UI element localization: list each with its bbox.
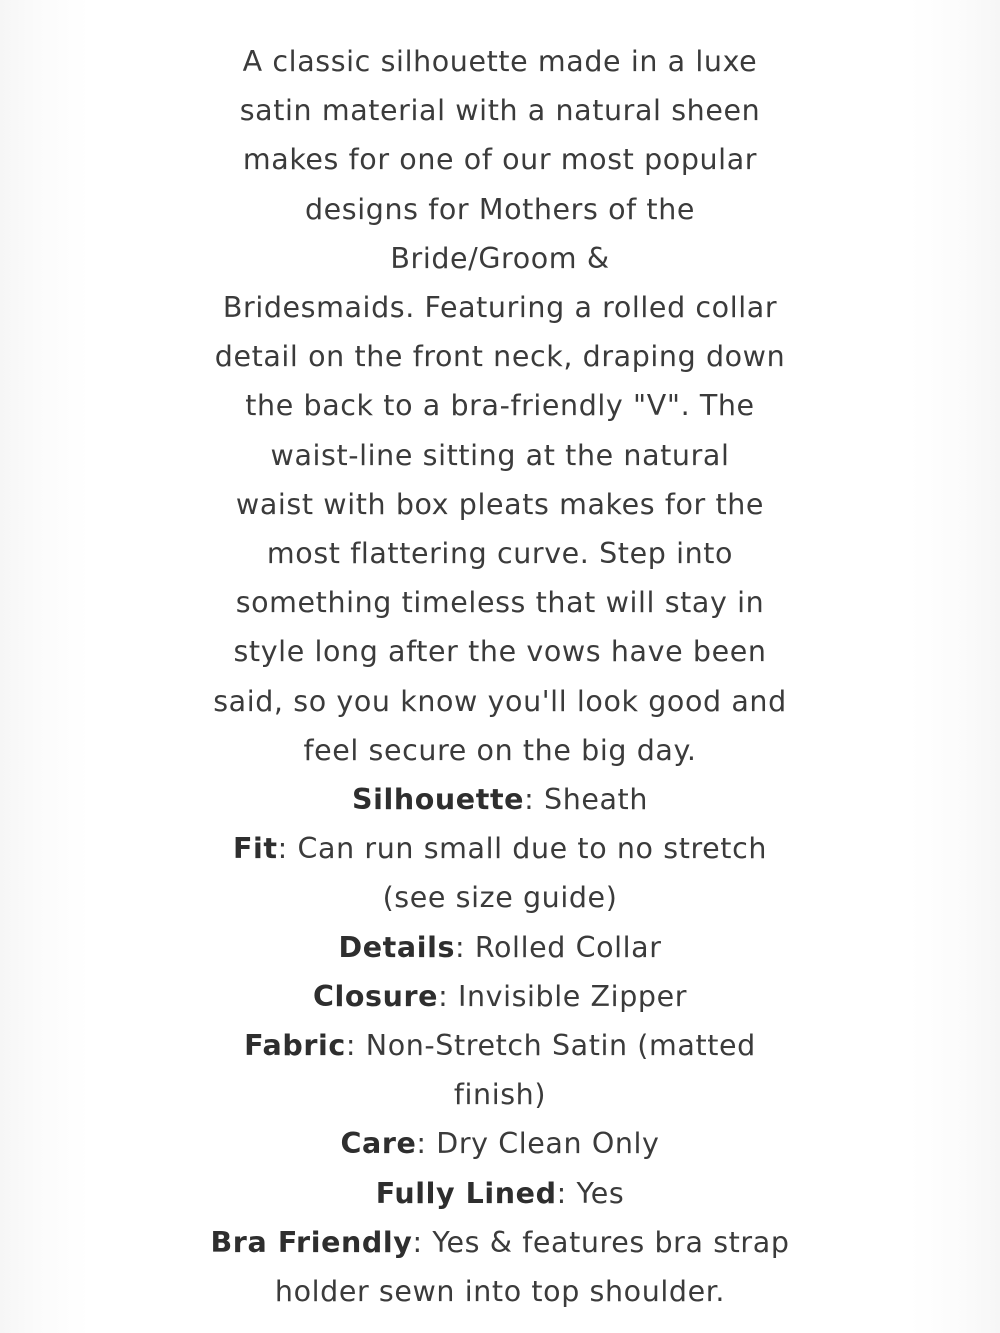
spec-label: Care [340,1127,417,1161]
spec-fit: Fit: Can run small due to no stretch (see size guide) [170,824,830,922]
description-line: satin material with a natural sheen [239,94,761,128]
spec-value: Yes & features bra strap [432,1225,790,1259]
spec-value: Yes [576,1176,625,1210]
spec-details: Details: Rolled Collar [338,930,662,964]
spec-label: Bra Friendly [210,1225,413,1259]
description-line: said, so you know you'll look good and [213,684,787,718]
spec-label: Silhouette [351,783,525,817]
description-line: something timeless that will stay in [235,586,765,620]
spec-label: Fabric [244,1029,346,1063]
description-line: A classic silhouette made in a luxe [242,45,758,78]
description-line: style long after the vows have been [233,635,767,669]
spec-bra-friendly: Bra Friendly: Yes & features bra strap holder sewn into top shoulder. [170,1218,830,1316]
spec-care: Care: Dry Clean Only [340,1127,660,1161]
description-line: designs for Mothers of the [304,192,696,226]
right-edge-shade [910,0,1000,1333]
spec-value: Non-Stretch Satin (matted [365,1029,756,1063]
spec-value: Can run small due to no stretch [297,832,768,866]
left-edge-shade [0,0,90,1333]
description-line: feel secure on the big day. [303,733,697,767]
description-line: Bridesmaids. Featuring a rolled collar [222,291,778,325]
spec-value: finish) [453,1078,547,1112]
spec-label: Details [338,930,456,964]
spec-label: Fully Lined [375,1176,557,1210]
spec-fabric: Fabric: Non-Stretch Satin (matted finish) [170,1021,830,1119]
description-line: waist with box pleats makes for the [235,487,765,521]
spec-value: Sheath [544,783,648,817]
description-line: the back to a bra-friendly "V". The [245,389,755,423]
spec-value: (see size guide) [382,881,618,915]
spec-value: holder sewn into top shoulder. [274,1275,726,1309]
spec-label: Closure [312,979,439,1013]
spec-silhouette: Silhouette: Sheath [351,783,648,817]
description-line: most flattering curve. Step into [266,537,734,571]
description-paragraph [170,37,830,775]
spec-label: Fit [232,832,278,866]
spec-value: Dry Clean Only [436,1127,660,1161]
description-line: Bride/Groom & [390,241,610,275]
spec-fully-lined: Fully Lined: Yes [375,1176,625,1210]
spec-closure: Closure: Invisible Zipper [312,979,688,1013]
description-line: waist-line sitting at the natural [270,438,730,472]
spec-value: Rolled Collar [474,930,662,964]
spec-value: Invisible Zipper [457,979,688,1013]
description-line: makes for one of our most popular [242,143,758,177]
description-line: detail on the front neck, draping down [214,340,786,374]
product-description [170,37,830,1316]
